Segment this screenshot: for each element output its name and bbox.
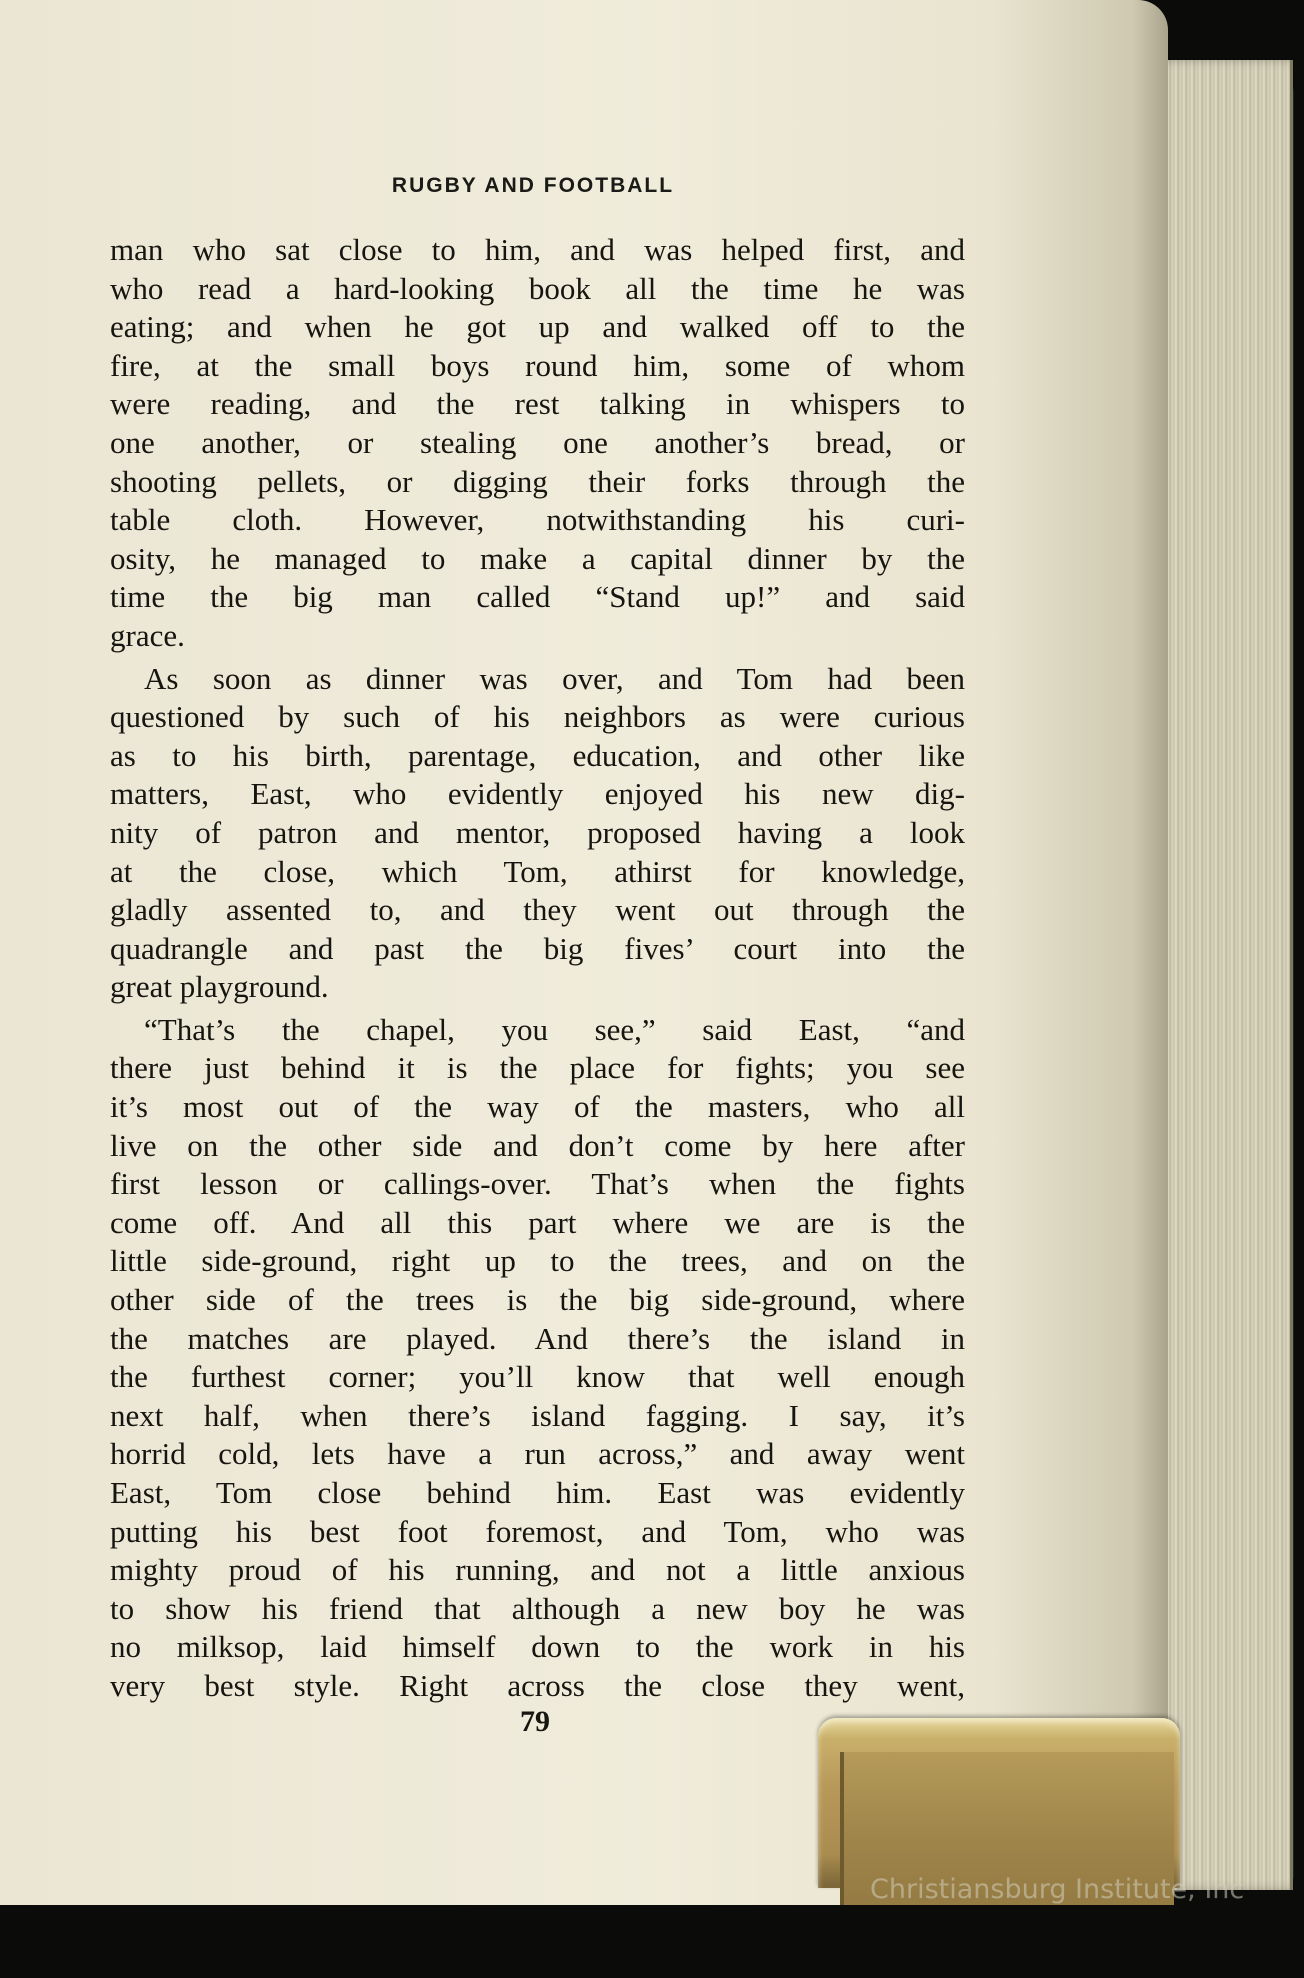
text-line: come off. And all this part where we are is the (110, 1204, 965, 1240)
text-line: the furthest corner; you’ll know that well enough (110, 1359, 965, 1395)
text-line: were reading, and the rest talking in whispers to (110, 386, 965, 422)
watermark: Christiansburg Institute, Inc (870, 1874, 1245, 1905)
text-line: nity of patron and mentor, proposed having a look (110, 814, 965, 850)
text-line: questioned by such of his neighbors as were curious (110, 699, 965, 735)
paragraph (110, 231, 965, 656)
text-line: grace. (110, 617, 185, 653)
text-line: very best style. Right across the close they went, (110, 1667, 965, 1703)
text-line: “That’s the chapel, you see,” said East, “and (144, 1011, 965, 1047)
bottom-shadow (0, 1905, 1304, 1978)
text-line: other side of the trees is the big side-ground, where (110, 1282, 965, 1318)
text-line: horrid cold, lets have a run across,” and away went (110, 1436, 965, 1472)
text-line: great playground. (110, 969, 329, 1005)
page-number: 79 (520, 1705, 550, 1738)
text-line: little side-ground, right up to the trees, and on the (110, 1243, 965, 1279)
text-line: East, Tom close behind him. East was evidently (110, 1475, 965, 1510)
text-line: time the big man called “Stand up!” and said (110, 579, 965, 615)
body-text (110, 231, 965, 1706)
text-line: shooting pellets, or digging their forks through the (110, 463, 965, 499)
text-line: the matches are played. And there’s the island in (110, 1320, 965, 1356)
text-line: fire, at the small boys round him, some of whom (110, 347, 965, 383)
text-line: osity, he managed to make a capital dinner by the (110, 540, 965, 576)
text-line: it’s most out of the way of the masters, who all (110, 1089, 965, 1125)
text-line: mighty proud of his running, and not a little anxious (110, 1552, 965, 1588)
text-line: live on the other side and don’t come by here after (110, 1127, 965, 1163)
text-line: eating; and when he got up and walked off to the (110, 309, 965, 345)
text-line: one another, or stealing one another’s bread, or (110, 424, 965, 460)
text-line: to show his friend that although a new boy he was (110, 1590, 965, 1626)
paragraph (110, 660, 965, 1007)
text-line: table cloth. However, notwithstanding his curi- (110, 502, 965, 538)
text-line: next half, when there’s island fagging. I say, it’s (110, 1397, 965, 1433)
text-line: quadrangle and past the big fives’ court into the (110, 930, 965, 966)
running-head: RUGBY AND FOOTBALL (391, 174, 675, 197)
text-line: there just behind it is the place for fights; you see (110, 1050, 965, 1086)
text-line: as to his birth, parentage, education, and other like (110, 737, 965, 773)
text-line: matters, East, who evidently enjoyed his new dig- (110, 776, 965, 812)
paragraph (110, 1011, 965, 1706)
text-line: putting his best foot foremost, and Tom, who was (110, 1513, 965, 1549)
text-line: As soon as dinner was over, and Tom had been (144, 660, 965, 696)
text-line: who read a hard-looking book all the time he was (110, 270, 965, 306)
text-line: man who sat close to him, and was helped first, and (110, 232, 965, 267)
text-line: gladly assented to, and they went out through the (110, 892, 965, 928)
text-line: no milksop, laid himself down to the work in his (110, 1629, 965, 1665)
text-line: at the close, which Tom, athirst for knowledge, (110, 853, 965, 889)
text-line: first lesson or callings-over. That’s when the fights (110, 1166, 965, 1202)
